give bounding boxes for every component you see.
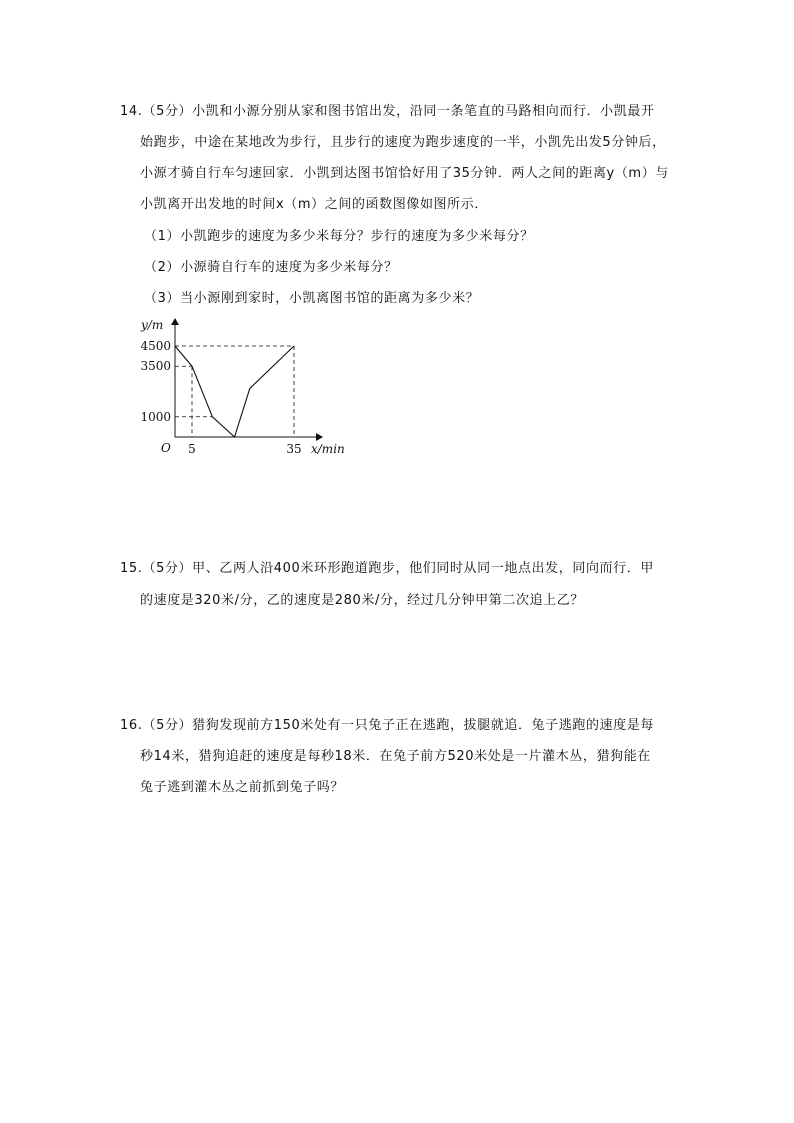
y-tick-label: 1000	[140, 409, 171, 424]
problem-14-line-1: 14.（5分）小凯和小源分别从家和图书馆出发，沿同一条笔直的马路相向而行．小凯最开	[120, 104, 655, 119]
sub-question-1: （1）小凯跑步的速度为多少米每分？步行的速度为多少米每分？	[144, 229, 534, 244]
sub-question-3: （3）当小源刚到家时，小凯离图书馆的距离为多少米？	[144, 291, 480, 306]
y-axis-label: y/m	[141, 318, 164, 332]
problem-15-line-2: 的速度是320米/分，乙的速度是280米/分，经过几分钟甲第二次追上乙？	[140, 593, 584, 608]
x-axis-label: x/min	[311, 442, 345, 456]
graph-svg	[140, 315, 370, 460]
problem-14-line-4: 小凯离开出发地的时间x（m）之间的函数图像如图所示．	[140, 197, 488, 212]
sub-question-2: （2）小源骑自行车的速度为多少米每分？	[144, 260, 398, 275]
x-tick-label: 35	[286, 442, 302, 456]
problem-15-line-1: 15.（5分）甲、乙两人沿400米环形跑道跑步，他们同时从同一地点出发，同向而行．甲	[120, 561, 654, 576]
problem-16-line-2: 秒14米，猎狗追赶的速度是每秒18米．在兔子前方520米处是一片灌木丛，猎狗能在	[140, 749, 651, 764]
problem-16-line-1: 16.（5分）猎狗发现前方150米处有一只兔子正在逃跑，拔腿就追．兔子逃跑的速度是每	[120, 718, 654, 733]
problem-14-line-2: 始跑步，中途在某地改为步行，且步行的速度为跑步速度的一半，小凯先出发5分钟后，	[140, 135, 666, 150]
origin-label: O	[161, 441, 171, 455]
y-tick-label: 3500	[140, 359, 171, 374]
problem-16-line-3: 兔子逃到灌木丛之前抓到兔子吗？	[140, 780, 345, 795]
y-tick-label: 4500	[140, 339, 171, 353]
guide-lines	[175, 346, 294, 437]
distance-time-graph	[140, 315, 370, 460]
problem-14-line-3: 小源才骑自行车匀速回家．小凯到达图书馆恰好用了35分钟．两人之间的距离y（m）与	[140, 166, 669, 181]
distance-series-line	[175, 346, 294, 437]
x-tick-label: 5	[188, 442, 196, 456]
